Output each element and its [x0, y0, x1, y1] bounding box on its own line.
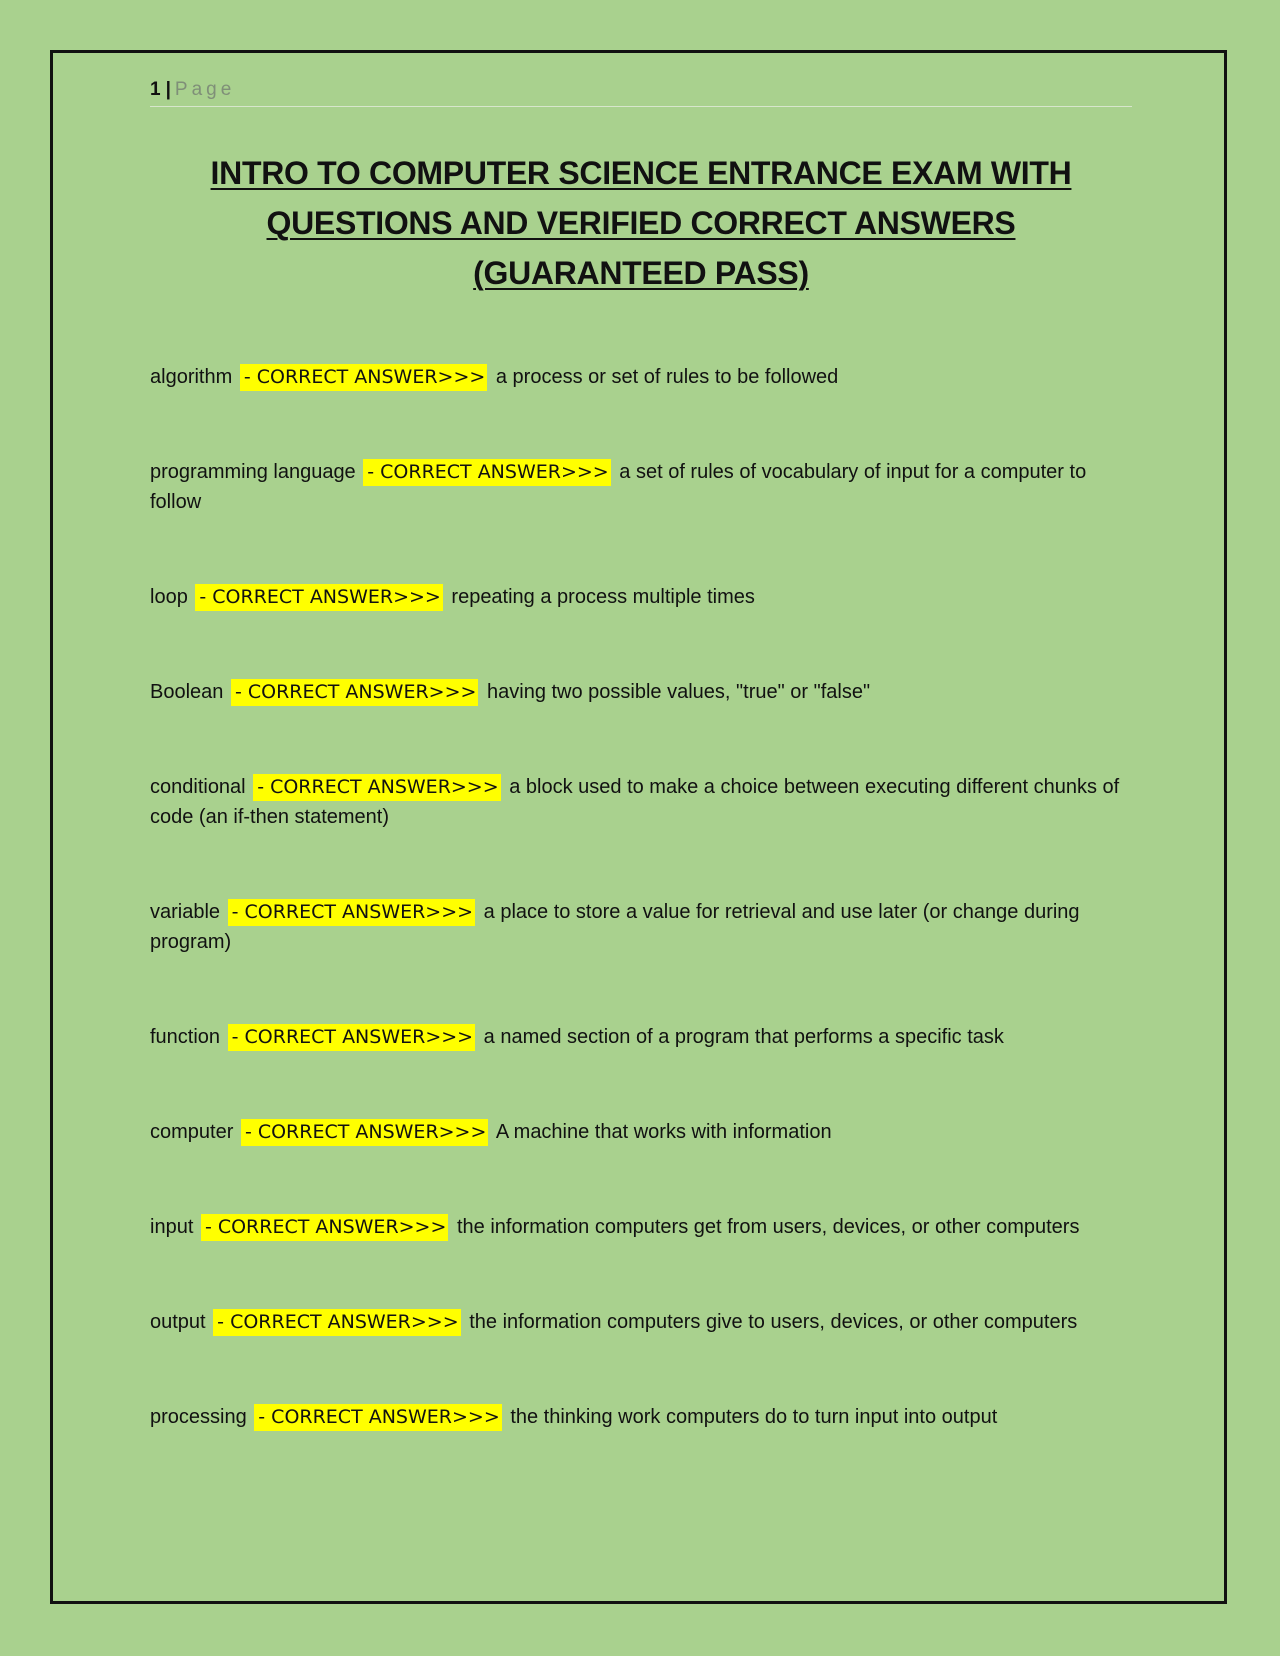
answer-marker: - CORRECT ANSWER>>> — [240, 364, 487, 391]
qa-definition: having two possible values, "true" or "false" — [487, 681, 871, 703]
qa-term: computer — [150, 1121, 234, 1143]
qa-item-variable — [150, 897, 1132, 957]
qa-definition: A machine that works with information — [495, 1121, 832, 1143]
header-separator: | — [165, 79, 171, 100]
qa-item-processing — [150, 1402, 1132, 1432]
qa-item-function — [150, 1022, 1132, 1052]
qa-item-computer — [150, 1117, 1132, 1147]
qa-definition: the information computers give to users, devices, or other computers — [469, 1311, 1078, 1333]
page-number: 1 — [150, 79, 161, 100]
page-label: Page — [174, 79, 236, 100]
qa-term: output — [150, 1311, 206, 1333]
qa-term: conditional — [150, 776, 246, 798]
answer-marker: - CORRECT ANSWER>>> — [213, 1309, 460, 1336]
answer-marker: - CORRECT ANSWER>>> — [231, 679, 478, 706]
qa-term: programming language — [150, 461, 356, 483]
qa-definition: repeating a process multiple times — [451, 586, 755, 608]
qa-item-loop — [150, 582, 1132, 612]
qa-term: Boolean — [150, 681, 224, 703]
qa-term: input — [150, 1216, 194, 1238]
qa-item-algorithm — [150, 362, 1132, 392]
qa-definition: a place to store a value for retrieval and use later (or change during program) — [150, 901, 1080, 953]
qa-item-programming-language — [150, 457, 1132, 517]
answer-marker: - CORRECT ANSWER>>> — [253, 774, 500, 801]
qa-term: function — [150, 1026, 221, 1048]
answer-marker: - CORRECT ANSWER>>> — [241, 1119, 488, 1146]
qa-term: loop — [150, 586, 188, 608]
qa-item-input — [150, 1212, 1132, 1242]
qa-definition: a set of rules of vocabulary of input for a computer to follow — [150, 461, 1087, 513]
answer-marker: - CORRECT ANSWER>>> — [363, 459, 610, 486]
qa-definition: the thinking work computers do to turn input into output — [510, 1406, 998, 1428]
page-header — [150, 76, 1132, 107]
qa-term: variable — [150, 901, 221, 923]
qa-definition: a block used to make a choice between executing different chunks of code (an if-then statement) — [150, 776, 1120, 828]
qa-definition: a process or set of rules to be followed — [495, 366, 839, 388]
answer-marker: - CORRECT ANSWER>>> — [254, 1404, 501, 1431]
answer-marker: - CORRECT ANSWER>>> — [228, 1024, 475, 1051]
answer-marker: - CORRECT ANSWER>>> — [195, 584, 442, 611]
qa-definition: the information computers get from users, devices, or other computers — [456, 1216, 1080, 1238]
answer-marker: - CORRECT ANSWER>>> — [228, 899, 475, 926]
qa-item-output — [150, 1307, 1132, 1337]
qa-term: algorithm — [150, 366, 233, 388]
qa-term: processing — [150, 1406, 247, 1428]
qa-item-conditional — [150, 772, 1132, 832]
qa-item-boolean — [150, 677, 1132, 707]
document-title: INTRO TO COMPUTER SCIENCE ENTRANCE EXAM WITH QUESTIONS AND VERIFIED CORRECT ANSWERS (GUARANTEED PASS) — [210, 155, 1072, 291]
answer-marker: - CORRECT ANSWER>>> — [201, 1214, 448, 1241]
qa-definition: a named section of a program that performs a specific task — [483, 1026, 1004, 1048]
